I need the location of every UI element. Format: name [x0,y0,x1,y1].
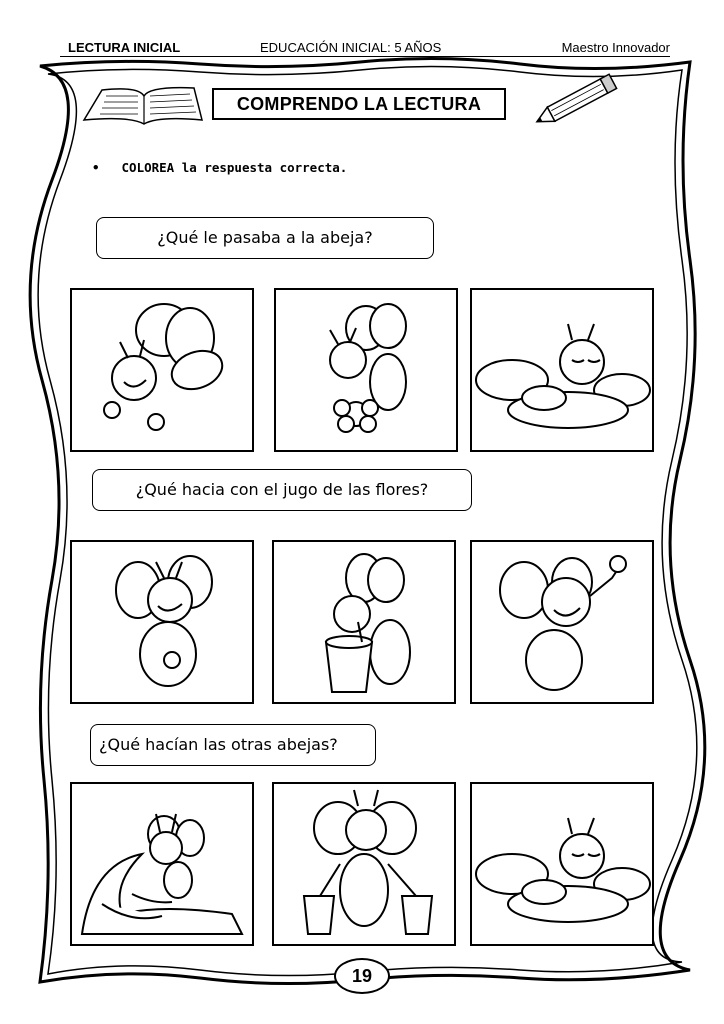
bee-waving-illustration [472,542,652,702]
bee-thumbs-up-illustration [72,290,252,450]
page-number: 19 [334,958,390,994]
instruction [92,160,347,175]
answer-option-1-1[interactable] [70,288,254,452]
answer-option-2-2[interactable] [272,540,456,704]
answer-option-2-3[interactable] [470,540,654,704]
open-book-icon [78,84,208,128]
bee-sleeping-on-flower-illustration [472,290,652,450]
header-level: EDUCACIÓN INICIAL: 5 AÑOS [260,40,442,55]
bee-sleeping-on-flower-illustration [472,784,652,944]
question-2: ¿Qué hacia con el jugo de las flores? [92,469,472,511]
page-title: COMPRENDO LA LECTURA [212,88,506,120]
answer-option-3-3[interactable] [470,782,654,946]
bee-drinking-from-cup-illustration [274,542,454,702]
bee-carrying-buckets-illustration [274,784,454,944]
bee-hand-on-belly-illustration [72,542,252,702]
instruction-text: COLOREA la respuesta correcta. [121,160,348,175]
answer-option-3-1[interactable] [70,782,254,946]
bee-with-flower-illustration [276,290,456,450]
page-header [60,38,670,57]
bee-surfing-on-wave-illustration [72,784,252,944]
answer-option-1-2[interactable] [274,288,458,452]
bullet-marker: • [92,160,100,175]
header-author: Maestro Innovador [561,40,670,55]
pencil-icon [528,70,628,132]
question-3: ¿Qué hacían las otras abejas? [90,724,376,766]
header-subject: LECTURA INICIAL [68,40,181,55]
answer-option-2-1[interactable] [70,540,254,704]
question-1: ¿Qué le pasaba a la abeja? [96,217,434,259]
answer-option-3-2[interactable] [272,782,456,946]
answer-option-1-3[interactable] [470,288,654,452]
